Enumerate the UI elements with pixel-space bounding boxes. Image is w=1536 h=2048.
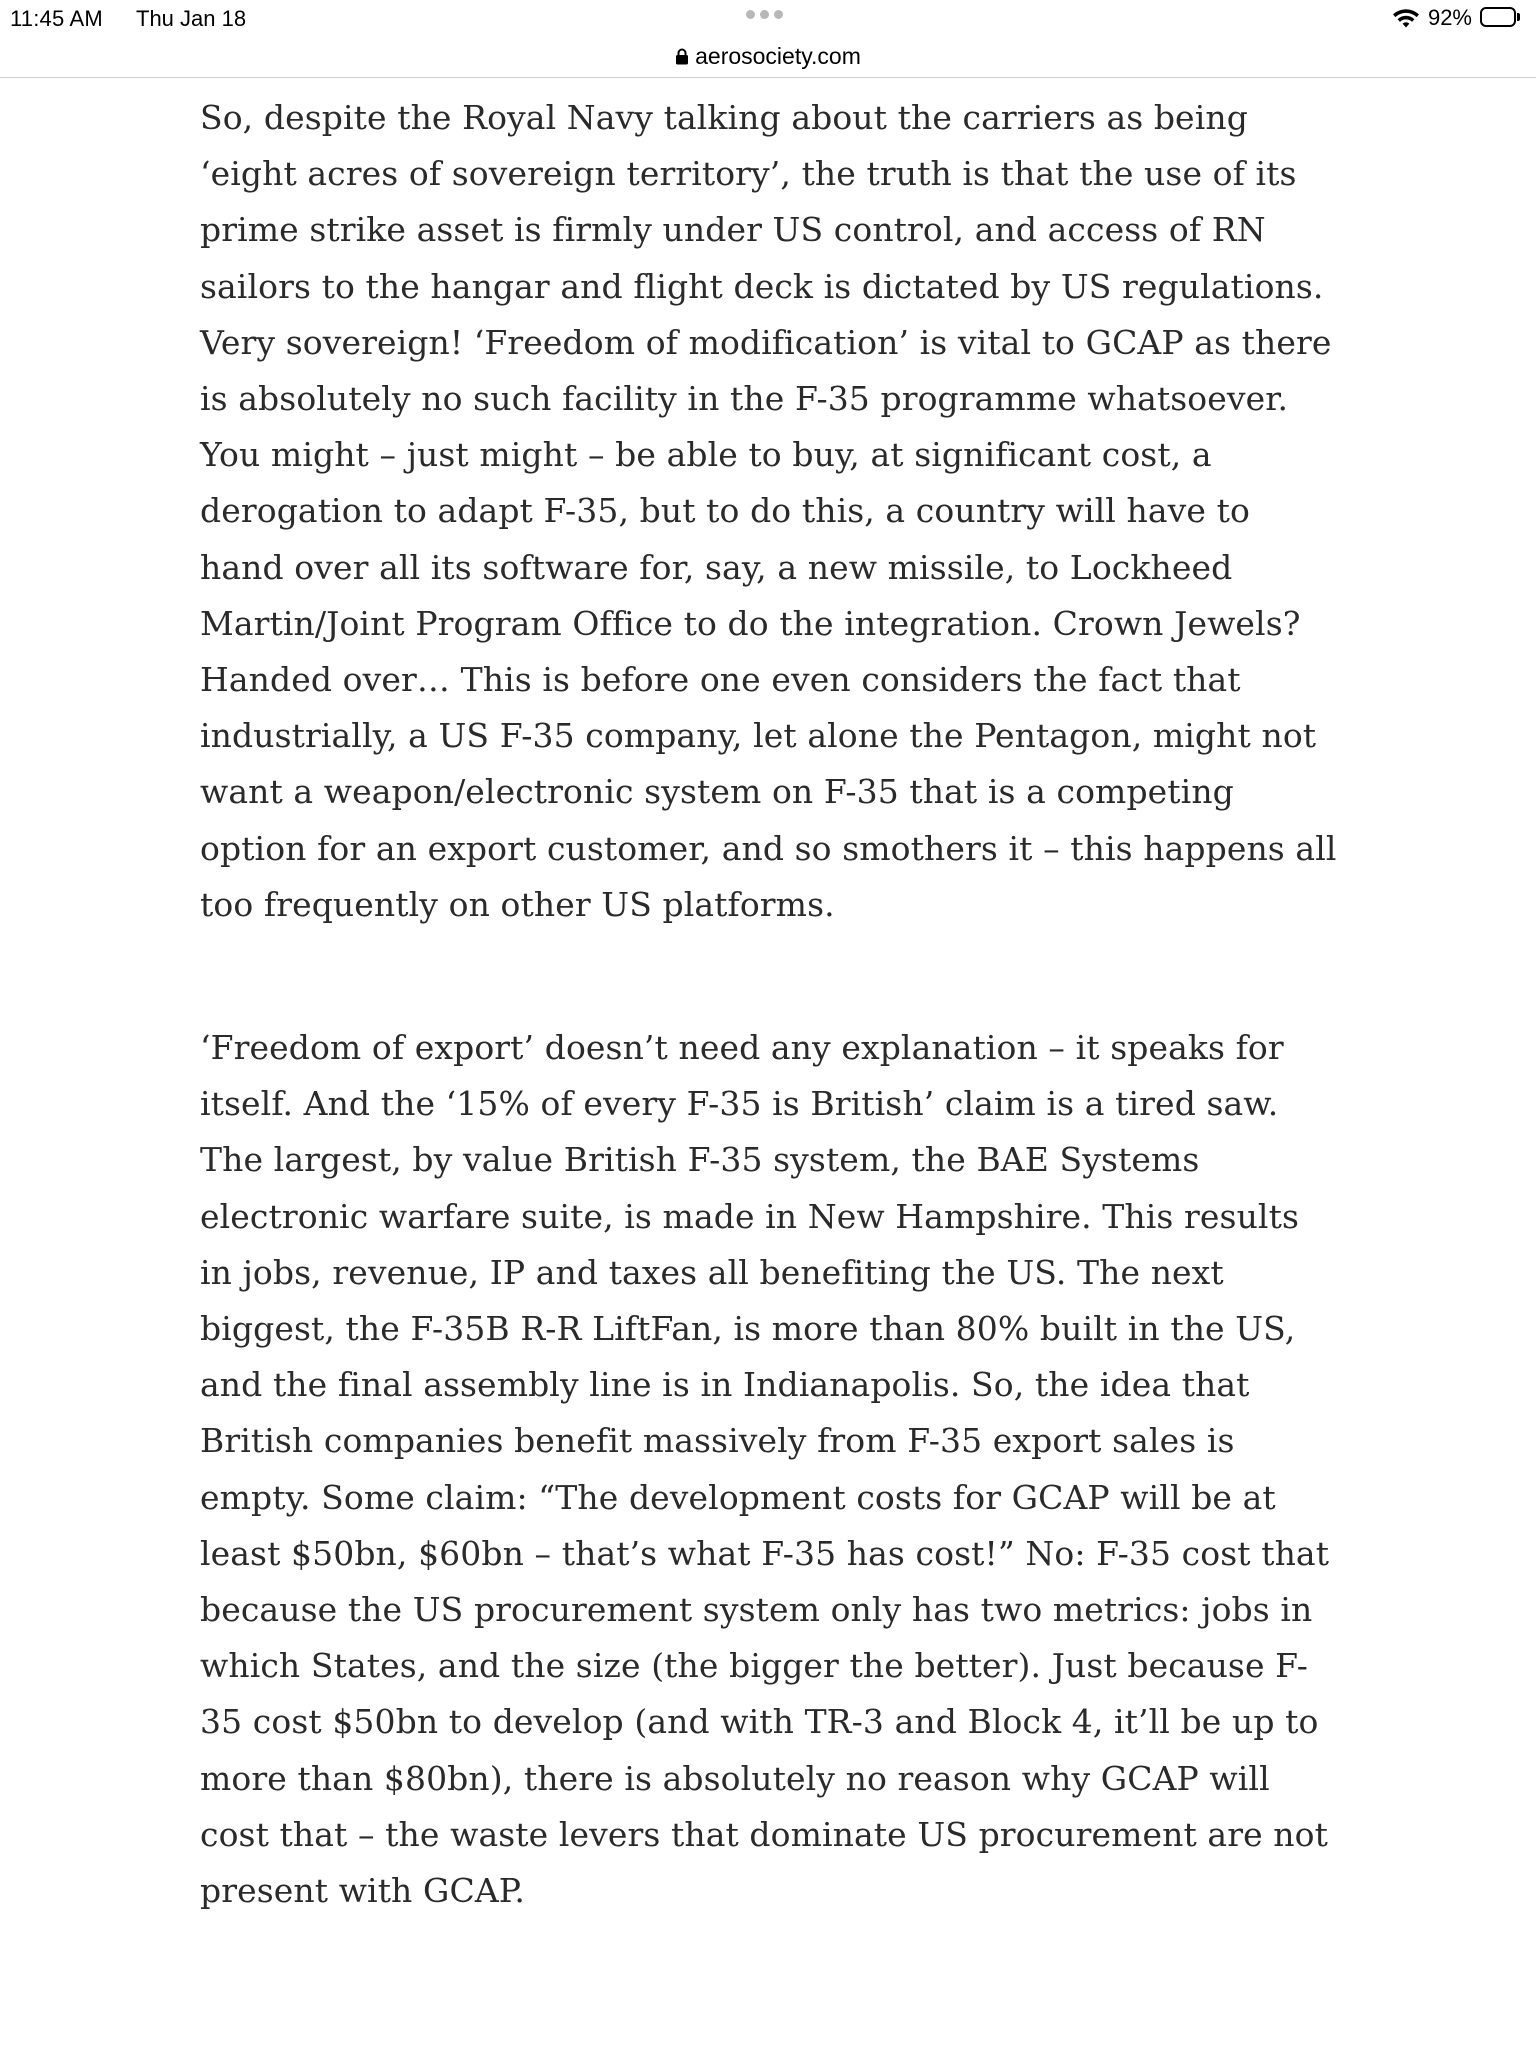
article-paragraph: So, despite the Royal Navy talking about the carriers as being ‘eight acres of sovereign territory’, the truth is that the use of its prime strike asset is firmly under US control, and access of RN sailors to the hangar and flight deck is dictated by US regulations. Very sovereign! ‘Freedom of modification’ is vital to GCAP as there is absolutely no such facility in the F-35 programme whatsoever. You might – just might – be able to buy, at significant cost, a derogation to adapt F-35, but to do this, a country will have to hand over all its software for, say, a new missile, to Lockheed Martin/Joint Program Office to do the integration. Crown Jewels? Handed over… This is before one even considers the fact that industrially, a US F-35 company, let alone the Pentagon, might not want a weapon/electronic system on F-35 that is a competing option for an export customer, and so smothers it – this happens all too frequently on other US platforms. xyxy=(200,98,1337,924)
status-indicators xyxy=(1392,5,1522,31)
url-text[interactable]: aerosociety.com xyxy=(695,43,861,69)
article-paragraph: ‘Freedom of export’ doesn’t need any explanation – it speaks for itself. And the ‘15% of every F-35 is British’ claim is a tired saw. The largest, by value British F-35 system, the BAE Systems electronic warfare suite, is made in New Hampshire. This results in jobs, revenue, IP and taxes all benefiting the US. The next biggest, the F-35B R-R LiftFan, is more than 80% built in the US, and the final assembly line is in Indianapolis. So, the idea that British companies benefit massively from F-35 export sales is empty. Some claim: “The development costs for GCAP will be at least $50bn, $60bn – that’s what F-35 has cost!” No: F-35 cost that because the US procurement system only has two metrics: jobs in which States, and the size (the bigger the better). Just because F-35 cost $50bn to develop (and with TR-3 and Block 4, it’ll be up to more than $80bn), there is absolutely no reason why GCAP will cost that – the waste levers that dominate US procurement are not present with GCAP. xyxy=(200,1028,1330,1911)
more-dots-icon[interactable] xyxy=(746,10,783,19)
battery-percent: 92% xyxy=(1427,5,1472,30)
battery-icon xyxy=(1480,7,1522,29)
article-body xyxy=(200,90,1340,1919)
wifi-icon xyxy=(1392,7,1420,29)
lock-icon xyxy=(675,48,689,65)
status-time: 11:45 AM xyxy=(10,6,103,31)
status-date: Thu Jan 18 xyxy=(136,6,247,31)
address-bar[interactable] xyxy=(0,36,1536,78)
status-bar xyxy=(0,0,1536,40)
